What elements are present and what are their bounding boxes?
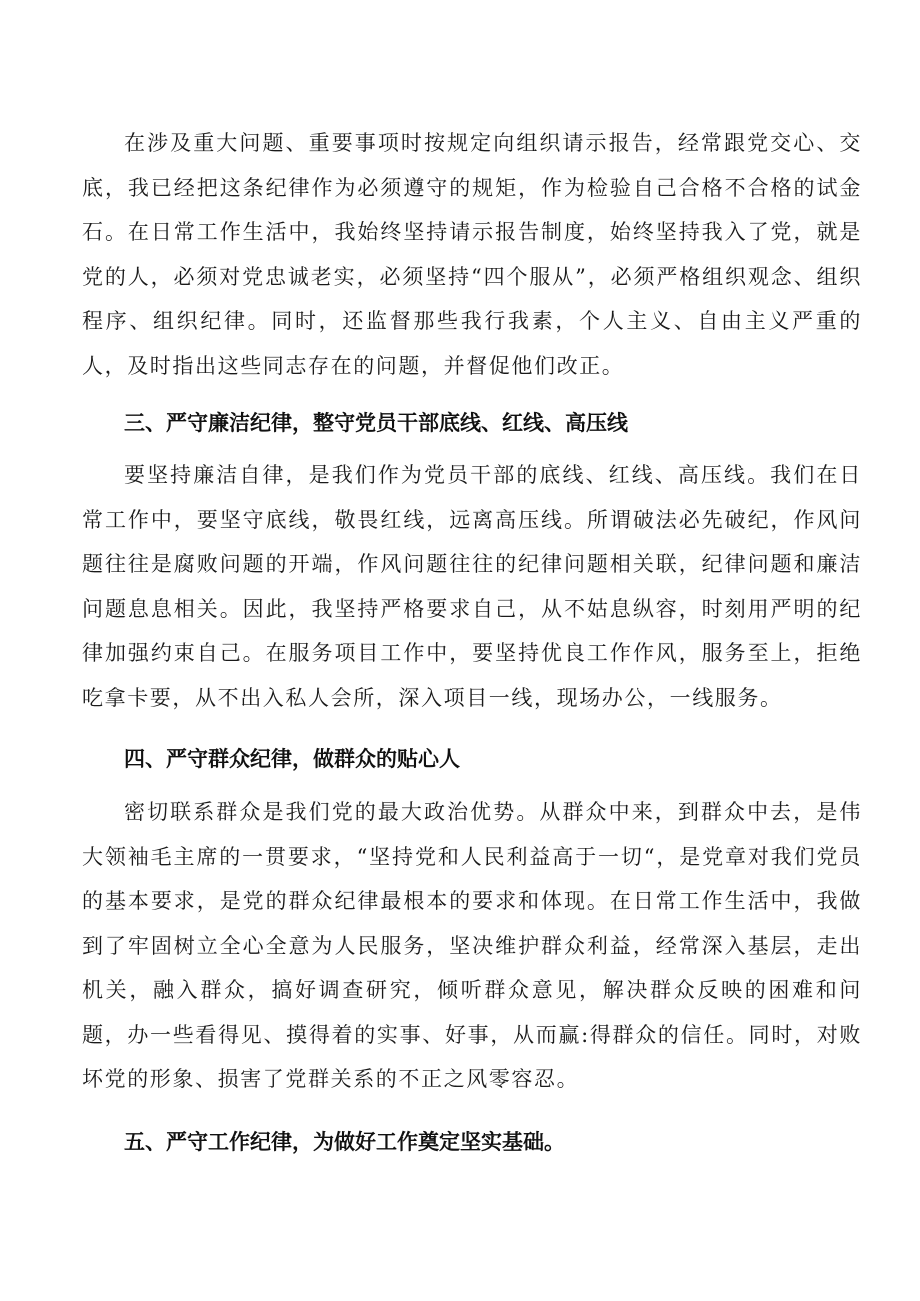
section-heading-work-discipline: 五、严守工作纪律，为做好工作奠定坚实基础。 bbox=[124, 1130, 565, 1154]
section-heading-integrity-discipline: 三、严守廉洁纪律，整守党员干部底线、红线、高压线 bbox=[124, 411, 628, 435]
paragraph-integrity-discipline: 要坚持廉洁自律，是我们作为党员干部的底线、红线、高压线。我们在日常工作中，要坚守底线，敬畏红线，远离高压线。所谓破法必先破纪，作风问题往往是腐败问题的开端，作风问题往往的纪律问题相关联，纪律问题和廉洁问题息息相关。因此，我坚持严格要求自己，从不姑息纵容，时刻用严明的纪律加强约束自己。在服务项目工作中，要坚持优良工作作风，服务至上，拒绝吃拿卡要，从不出入私人会所，深入项目一线，现场办公，一线服务。 bbox=[82, 463, 862, 710]
paragraph-mass-discipline: 密切联系群众是我们党的最大政治优势。从群众中来，到群众中去，是伟大领袖毛主席的一贯要求，“坚持党和人民利益高于一切“，是党章对我们党员的基本要求，是党的群众纪律最根本的要求和体现。在日常工作生活中，我做到了牢固树立全心全意为人民服务，坚决维护群众利益，经常深入基层，走出机关，融入群众，搞好调查研究，倾听群众意见，解决群众反映的困难和问题，办一些看得见、摸得着的实事、好事，从而赢:得群众的信任。同时，对败坏党的形象、损害了党群关系的不正之风零容忍。 bbox=[82, 800, 862, 1091]
paragraph-reporting-discipline: 在涉及重大问题、重要事项时按规定向组织请示报告，经常跟党交心、交底，我已经把这条纪律作为必须遵守的规矩，作为检验自己合格不合格的试金石。在日常工作生活中，我始终坚持请示报告制度，始终坚持我入了党，就是党的人，必须对党忠诚老实，必须坚持“四个服从”，必须严格组织观念、组织程序、组织纪律。同时，还监督那些我行我素，个人主义、自由主义严重的人，及时指出这些同志存在的问题，并督促他们改正。 bbox=[82, 131, 862, 378]
section-heading-mass-discipline: 四、严守群众纪律，做群众的贴心人 bbox=[124, 747, 460, 771]
